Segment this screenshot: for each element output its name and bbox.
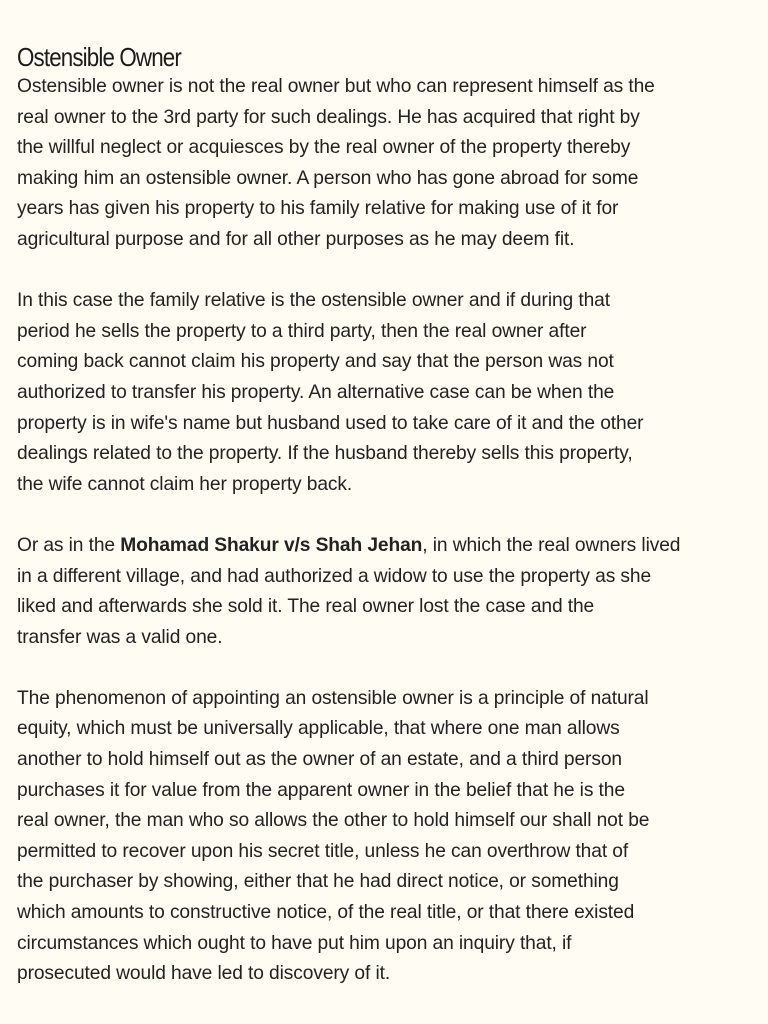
text-line: authorized to transfer his property. An alternative case can be when the bbox=[17, 381, 615, 403]
text-line: in a different village, and had authorized a widow to use the property as she bbox=[17, 565, 652, 587]
text-line: The phenomenon of appointing an ostensible owner is a principle of natural bbox=[17, 687, 649, 709]
text-line: liked and afterwards she sold it. The real owner lost the case and the bbox=[17, 596, 595, 618]
text-line: prosecuted would have led to discovery of it. bbox=[17, 963, 391, 985]
section-heading: Ostensible Owner bbox=[17, 42, 181, 72]
text-line: making him an ostensible owner. A person who has gone abroad for some bbox=[17, 167, 639, 189]
text-line: property is in wife's name but husband used to take care of it and the other bbox=[17, 412, 644, 434]
case-lead-text: Or as in the bbox=[17, 534, 121, 556]
paragraph-definition bbox=[17, 72, 760, 256]
text-line: In this case the family relative is the ostensible owner and if during that bbox=[17, 290, 610, 312]
text-line: circumstances which ought to have put him upon an inquiry that, if bbox=[17, 932, 572, 954]
text-line: purchases it for value from the apparent owner in the belief that he is the bbox=[17, 779, 625, 801]
text-line: real owner, the man who so allows the other to hold himself our shall not be bbox=[17, 810, 650, 832]
text-line: equity, which must be universally applicable, that where one man allows bbox=[17, 718, 620, 740]
text-line: the purchaser by showing, either that he had direct notice, or something bbox=[17, 871, 619, 893]
text-line: transfer was a valid one. bbox=[17, 626, 223, 648]
text-line: another to hold himself out as the owner of an estate, and a third person bbox=[17, 749, 622, 771]
paragraph-case-law bbox=[17, 531, 760, 653]
text-line: years has given his property to his family relative for making use of it for bbox=[17, 198, 619, 220]
text-line: the wife cannot claim her property back. bbox=[17, 473, 353, 495]
text-line: period he sells the property to a third party, then the real owner after bbox=[17, 320, 587, 342]
text-line: coming back cannot claim his property and say that the person was not bbox=[17, 351, 614, 373]
case-name: Mohamad Shakur v/s Shah Jehan bbox=[120, 534, 423, 556]
text-line: dealings related to the property. If the husband thereby sells this property, bbox=[17, 443, 633, 465]
text-line: permitted to recover upon his secret title, unless he can overthrow that of bbox=[17, 840, 629, 862]
text-line: real owner to the 3rd party for such dealings. He has acquired that right by bbox=[17, 106, 640, 128]
text-line: the willful neglect or acquiesces by the real owner of the property thereby bbox=[17, 137, 631, 159]
paragraph-principle bbox=[17, 684, 760, 990]
case-trailing-text: , in which the real owners lived bbox=[422, 534, 681, 556]
text-line bbox=[17, 531, 760, 562]
text-line: which amounts to constructive notice, of the real title, or that there existed bbox=[17, 902, 635, 924]
paragraph-example bbox=[17, 286, 760, 500]
text-line: Ostensible owner is not the real owner but who can represent himself as the bbox=[17, 76, 655, 97]
text-line: agricultural purpose and for all other purposes as he may deem fit. bbox=[17, 228, 575, 250]
